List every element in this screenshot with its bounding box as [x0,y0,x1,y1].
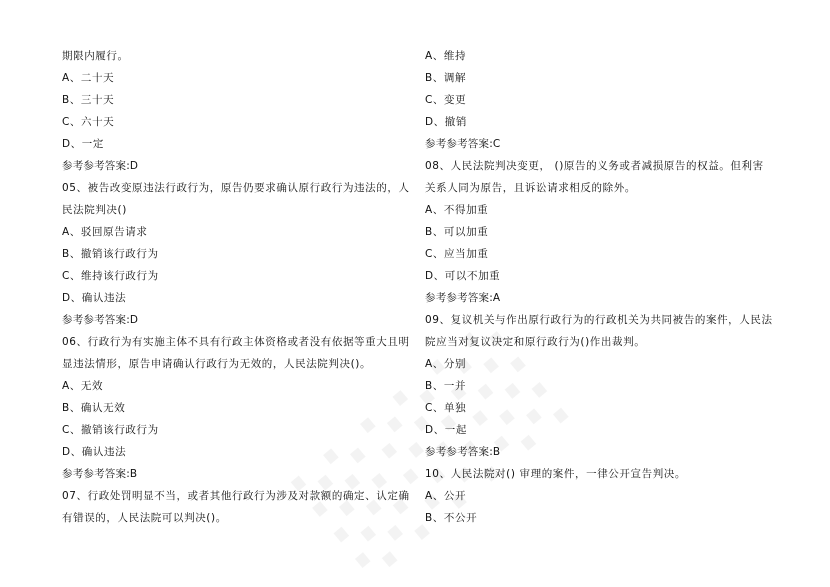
left-column [62,45,412,529]
question-line: 有错误的，人民法院可以判决()。 [62,512,227,524]
question-line: 院应当对复议决定和原行政行为()作出裁判。 [425,336,646,348]
right-column [425,45,795,529]
option-line: A、二十天 [62,72,115,84]
answer-line: 参考参考答案:A [425,292,501,304]
option-line: D、确认违法 [62,292,127,304]
option-line: A、维持 [425,50,467,62]
question-line: 关系人同为原告，且诉讼请求相反的除外。 [425,182,636,194]
option-line: A、驳回原告请求 [62,226,148,238]
option-line: B、确认无效 [62,402,126,414]
option-line: D、撤销 [425,116,467,128]
option-line: B、可以加重 [425,226,489,238]
option-line: B、撤销该行政行为 [62,248,159,260]
option-line: D、可以不加重 [425,270,501,282]
option-line: C、应当加重 [425,248,489,260]
question-line: 08、人民法院判决变更， ()原告的义务或者减损原告的权益。但利害 [425,160,764,172]
answer-line: 参考参考答案:B [425,446,501,458]
option-line: C、变更 [425,94,467,106]
question-line: 民法院判决() [62,204,127,216]
answer-line: 参考参考答案:D [62,160,139,172]
question-line: 显违法情形，原告申请确认行政行为无效的，人民法院判决()。 [62,358,372,370]
option-line: B、一并 [425,380,467,392]
answer-line: 参考参考答案:B [62,468,138,480]
answer-line: 参考参考答案:C [425,138,501,150]
option-line: D、一起 [425,424,467,436]
option-line: C、撤销该行政行为 [62,424,159,436]
option-line: A、公开 [425,490,467,502]
option-line: D、确认违法 [62,446,127,458]
question-line: 07、行政处罚明显不当，或者其他行政行为涉及对款额的确定、认定确 [62,490,410,502]
question-line: 10、人民法院对() 审理的案件，一律公开宣告判决。 [425,468,686,480]
text-line: 期限内履行。 [62,50,129,62]
option-line: A、无效 [62,380,104,392]
option-line: C、维持该行政行为 [62,270,159,282]
question-line: 05、被告改变原违法行政行为，原告仍要求确认原行政行为违法的，人 [62,182,410,194]
option-line: C、单独 [425,402,467,414]
question-line: 06、行政行为有实施主体不具有行政主体资格或者没有依据等重大且明 [62,336,410,348]
option-line: A、不得加重 [425,204,489,216]
option-line: B、调解 [425,72,467,84]
option-line: B、不公开 [425,512,478,524]
option-line: D、一定 [62,138,104,150]
option-line: C、六十天 [62,116,115,128]
option-line: B、三十天 [62,94,115,106]
option-line: A、分别 [425,358,467,370]
answer-line: 参考参考答案:D [62,314,139,326]
question-line: 09、复议机关与作出原行政行为的行政机关为共同被告的案件，人民法 [425,314,773,326]
